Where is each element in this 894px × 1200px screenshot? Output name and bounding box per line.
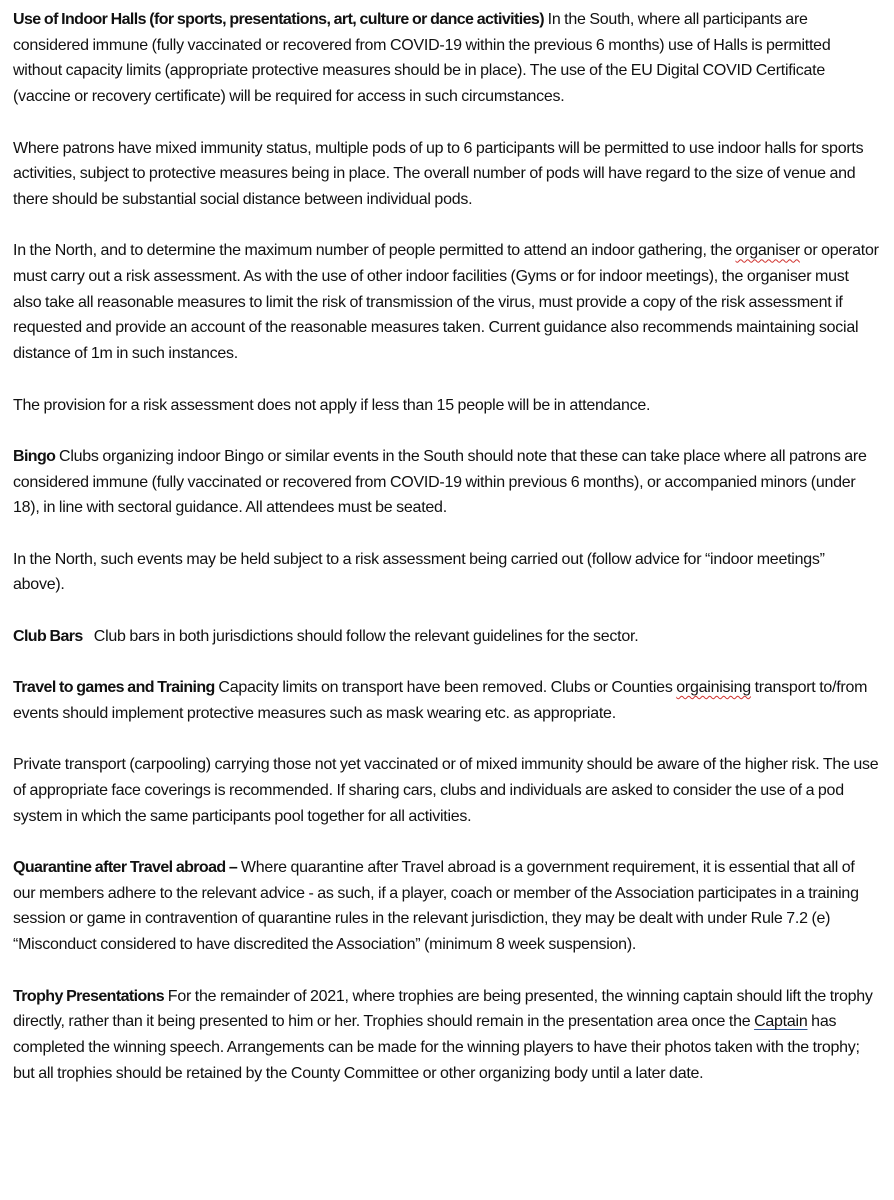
heading-club-bars: Club Bars: [13, 627, 83, 645]
grammar-flag-captain[interactable]: Captain: [754, 1013, 808, 1031]
paragraph-club-bars: [13, 624, 879, 650]
text-bingo: Clubs organizing indoor Bingo or similar events in the South should note that these can take place where all patrons are considered immune (fully vaccinated or recovered from COVID-19 within previous 6 months), or accompanied minors (under 18), in line with sectoral guidance. All attendees must be seated.: [13, 447, 867, 517]
spelling-flag-orgainising[interactable]: orgainising: [676, 679, 751, 697]
heading-trophy: Trophy Presentations: [13, 987, 165, 1005]
paragraph-quarantine: [13, 855, 879, 958]
text-mixed-immunity: Where patrons have mixed immunity status, multiple pods of up to 6 participants will be permitted to use indoor halls for sports activities, subject to protective measures being in place. The overall number of pods will have regard to the size of venue and there should be substantial social distance between individual pods.: [13, 139, 864, 208]
paragraph-indoor-halls: [13, 7, 879, 110]
heading-travel: Travel to games and Training: [13, 679, 215, 697]
text-trophy-before: For the remainder of 2021, where trophies are being presented, the winning captain should lift the trophy directly, rather than it being presented to him or her. Trophies should remain in the presentation area once the: [13, 987, 873, 1031]
text-private-transport: Private transport (carpooling) carrying those not yet vaccinated or of mixed immunity should be aware of the higher risk. The use of appropriate face coverings is recommended. If sharing cars, clubs and individuals are asked to consider the use of a pod system in which the same participants pool together for all activities.: [13, 756, 879, 825]
document-body: [13, 7, 879, 1112]
heading-bingo: Bingo: [13, 447, 56, 465]
text-risk-provision: The provision for a risk assessment does not apply if less than 15 people will be in attendance.: [13, 396, 651, 414]
text-travel-after: transport to/from events should implement protective measures such as mask wearing etc. as appropriate.: [13, 679, 868, 722]
paragraph-risk-provision: [13, 393, 879, 419]
paragraph-private-transport: [13, 752, 879, 829]
paragraph-mixed-immunity: [13, 136, 879, 213]
text-north-halls-after: or operator must carry out a risk assessment. As with the use of other indoor facilities (Gyms or for indoor meetings), the organiser must also take all reasonable measures to limit the risk of transmission of the virus, must provide a copy of the risk assessment if requested and provide an account of the reasonable measures taken. Current guidance also recommends maintaining social distance of 1m in such instances.: [13, 242, 879, 363]
text-trophy-after: has completed the winning speech. Arrangements can be made for the winning players to have their photos taken with the trophy; but all trophies should be retained by the County Committee or other organizing body until a later date.: [13, 1013, 860, 1082]
text-bingo-north: In the North, such events may be held subject to a risk assessment being carried out (follow advice for “indoor meetings” above).: [13, 550, 825, 594]
text-indoor-halls: In the South, where all participants are considered immune (fully vaccinated or recovered from COVID-19 within the previous 6 months) use of Halls is permitted without capacity limits (appropriate protective measures should be in place). The use of the EU Digital COVID Certificate (vaccine or recovery certificate) will be required for access in such circumstances.: [13, 11, 831, 106]
paragraph-bingo-north: [13, 547, 879, 598]
spelling-flag-organiser[interactable]: organiser: [735, 242, 800, 260]
text-north-halls-before: In the North, and to determine the maximum number of people permitted to attend an indoor gathering, the: [13, 242, 736, 260]
text-club-bars: Club bars in both jurisdictions should follow the relevant guidelines for the sector.: [82, 627, 639, 645]
heading-quarantine: Quarantine after Travel abroad –: [13, 859, 238, 877]
text-quarantine: Where quarantine after Travel abroad is a government requirement, it is essential that all of our members adhere to the relevant advice - as such, if a player, coach or member of the Association participates in a training session or game in contravention of quarantine rules in the relevant jurisdiction, they may be dealt with under Rule 7.2 (e) “Misconduct considered to have discredited the Association” (minimum 8 week suspension).: [13, 859, 859, 954]
paragraph-north-halls: [13, 238, 879, 367]
paragraph-trophy: [13, 984, 879, 1087]
text-travel-before: Capacity limits on transport have been removed. Clubs or Counties: [214, 679, 677, 697]
heading-indoor-halls: Use of Indoor Halls (for sports, presentations, art, culture or dance activities): [13, 11, 544, 28]
paragraph-travel: [13, 675, 879, 726]
paragraph-bingo: [13, 444, 879, 521]
